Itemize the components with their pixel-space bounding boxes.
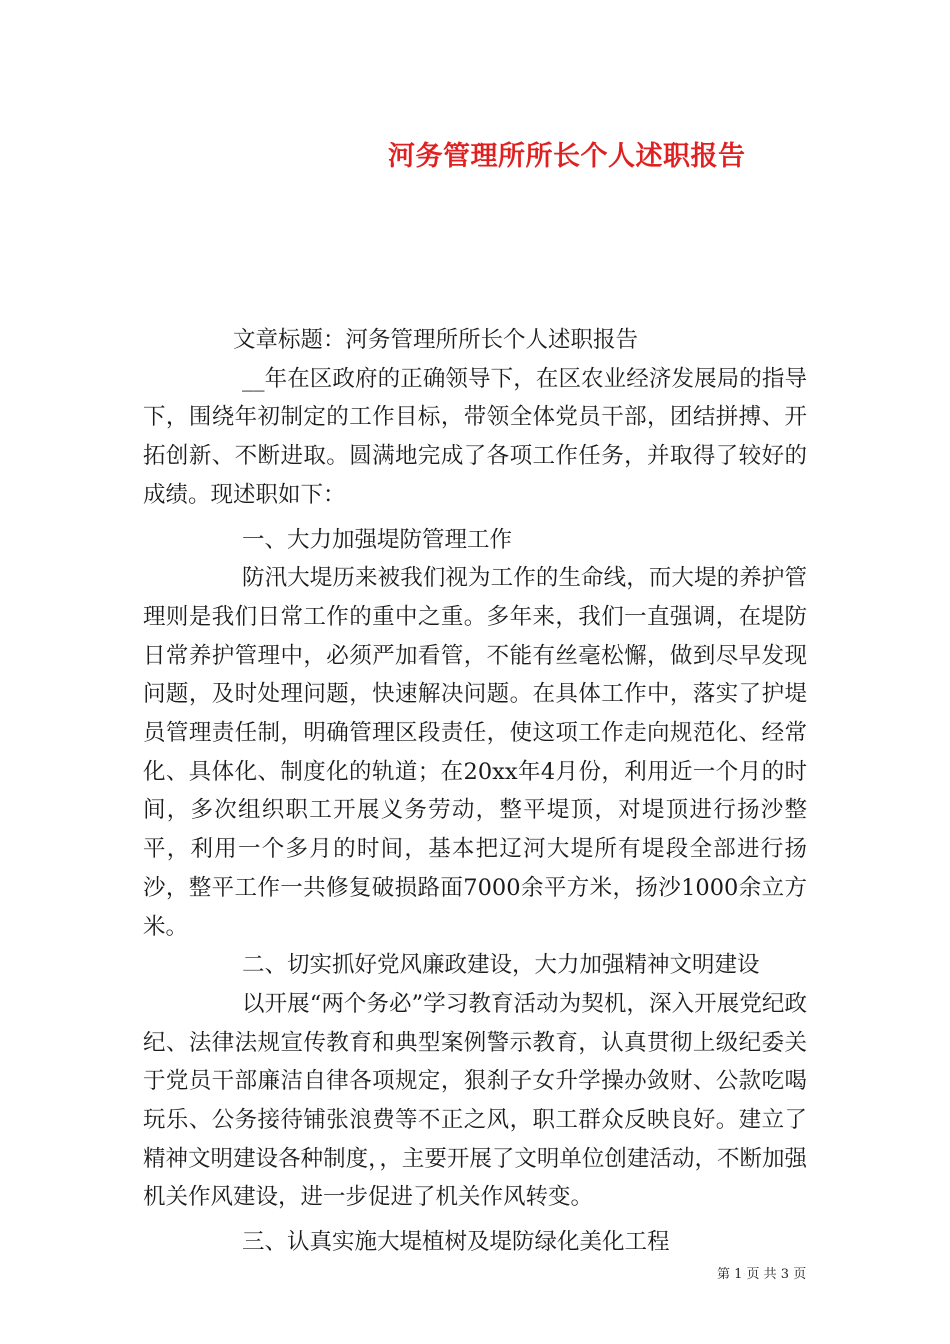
document-title: 河务管理所所长个人述职报告 <box>388 141 746 172</box>
page-number-footer: 第 1 页 共 3 页 <box>717 1267 807 1282</box>
section-heading-2: 二、切实抓好党风廉政建设，大力加强精神文明建设 <box>242 952 760 979</box>
article-title-line: 文章标题：河务管理所所长个人述职报告 <box>233 327 639 353</box>
paragraph-integrity: 以开展“两个务必”学习教育活动为契机，深入开展党纪政纪、法律法规宣传教育和典型案例警示教育，认真贯彻上级纪委关于党员干部廉洁自律各项规定，狠刹子女升学操办敛财、公款吃喝玩乐、公务接待铺张浪费等不正之风，职工群众反映良好。建立了精神文明建设各种制度，，主要开展了文明单位创建活动，不断加强机关作风建设，进一步促进了机关作风转变。 <box>143 990 807 1211</box>
intro-paragraph: __年在区政府的正确领导下，在区农业经济发展局的指导下，围绕年初制定的工作目标，带领全体党员干部，团结拼搏、开拓创新、不断进取。圆满地完成了各项工作任务，并取得了较好的成绩。现述职如下： <box>143 365 807 508</box>
section-heading-3: 三、认真实施大堤植树及堤防绿化美化工程 <box>242 1229 670 1256</box>
paragraph-embankment: 防汛大堤历来被我们视为工作的生命线，而大堤的养护管理则是我们日常工作的重中之重。多年来，我们一直强调，在堤防日常养护管理中，必须严加看管，不能有丝毫松懈，做到尽早发现问题，及时处理问题，快速解决问题。在具体工作中，落实了护堤员管理责任制，明确管理区段责任，使这项工作走向规范化、经常化、具体化、制度化的轨道；在20xx年4月份，利用近一个月的时间，多次组织职工开展义务劳动，整平堤顶，对堤顶进行扬沙整平，利用一个多月的时间，基本把辽河大堤所有堤段全部进行扬沙，整平工作一共修复破损路面7000余平方米，扬沙1000余立方米。 <box>143 565 807 940</box>
section-heading-1: 一、大力加强堤防管理工作 <box>242 526 513 553</box>
document-body <box>143 321 807 1262</box>
